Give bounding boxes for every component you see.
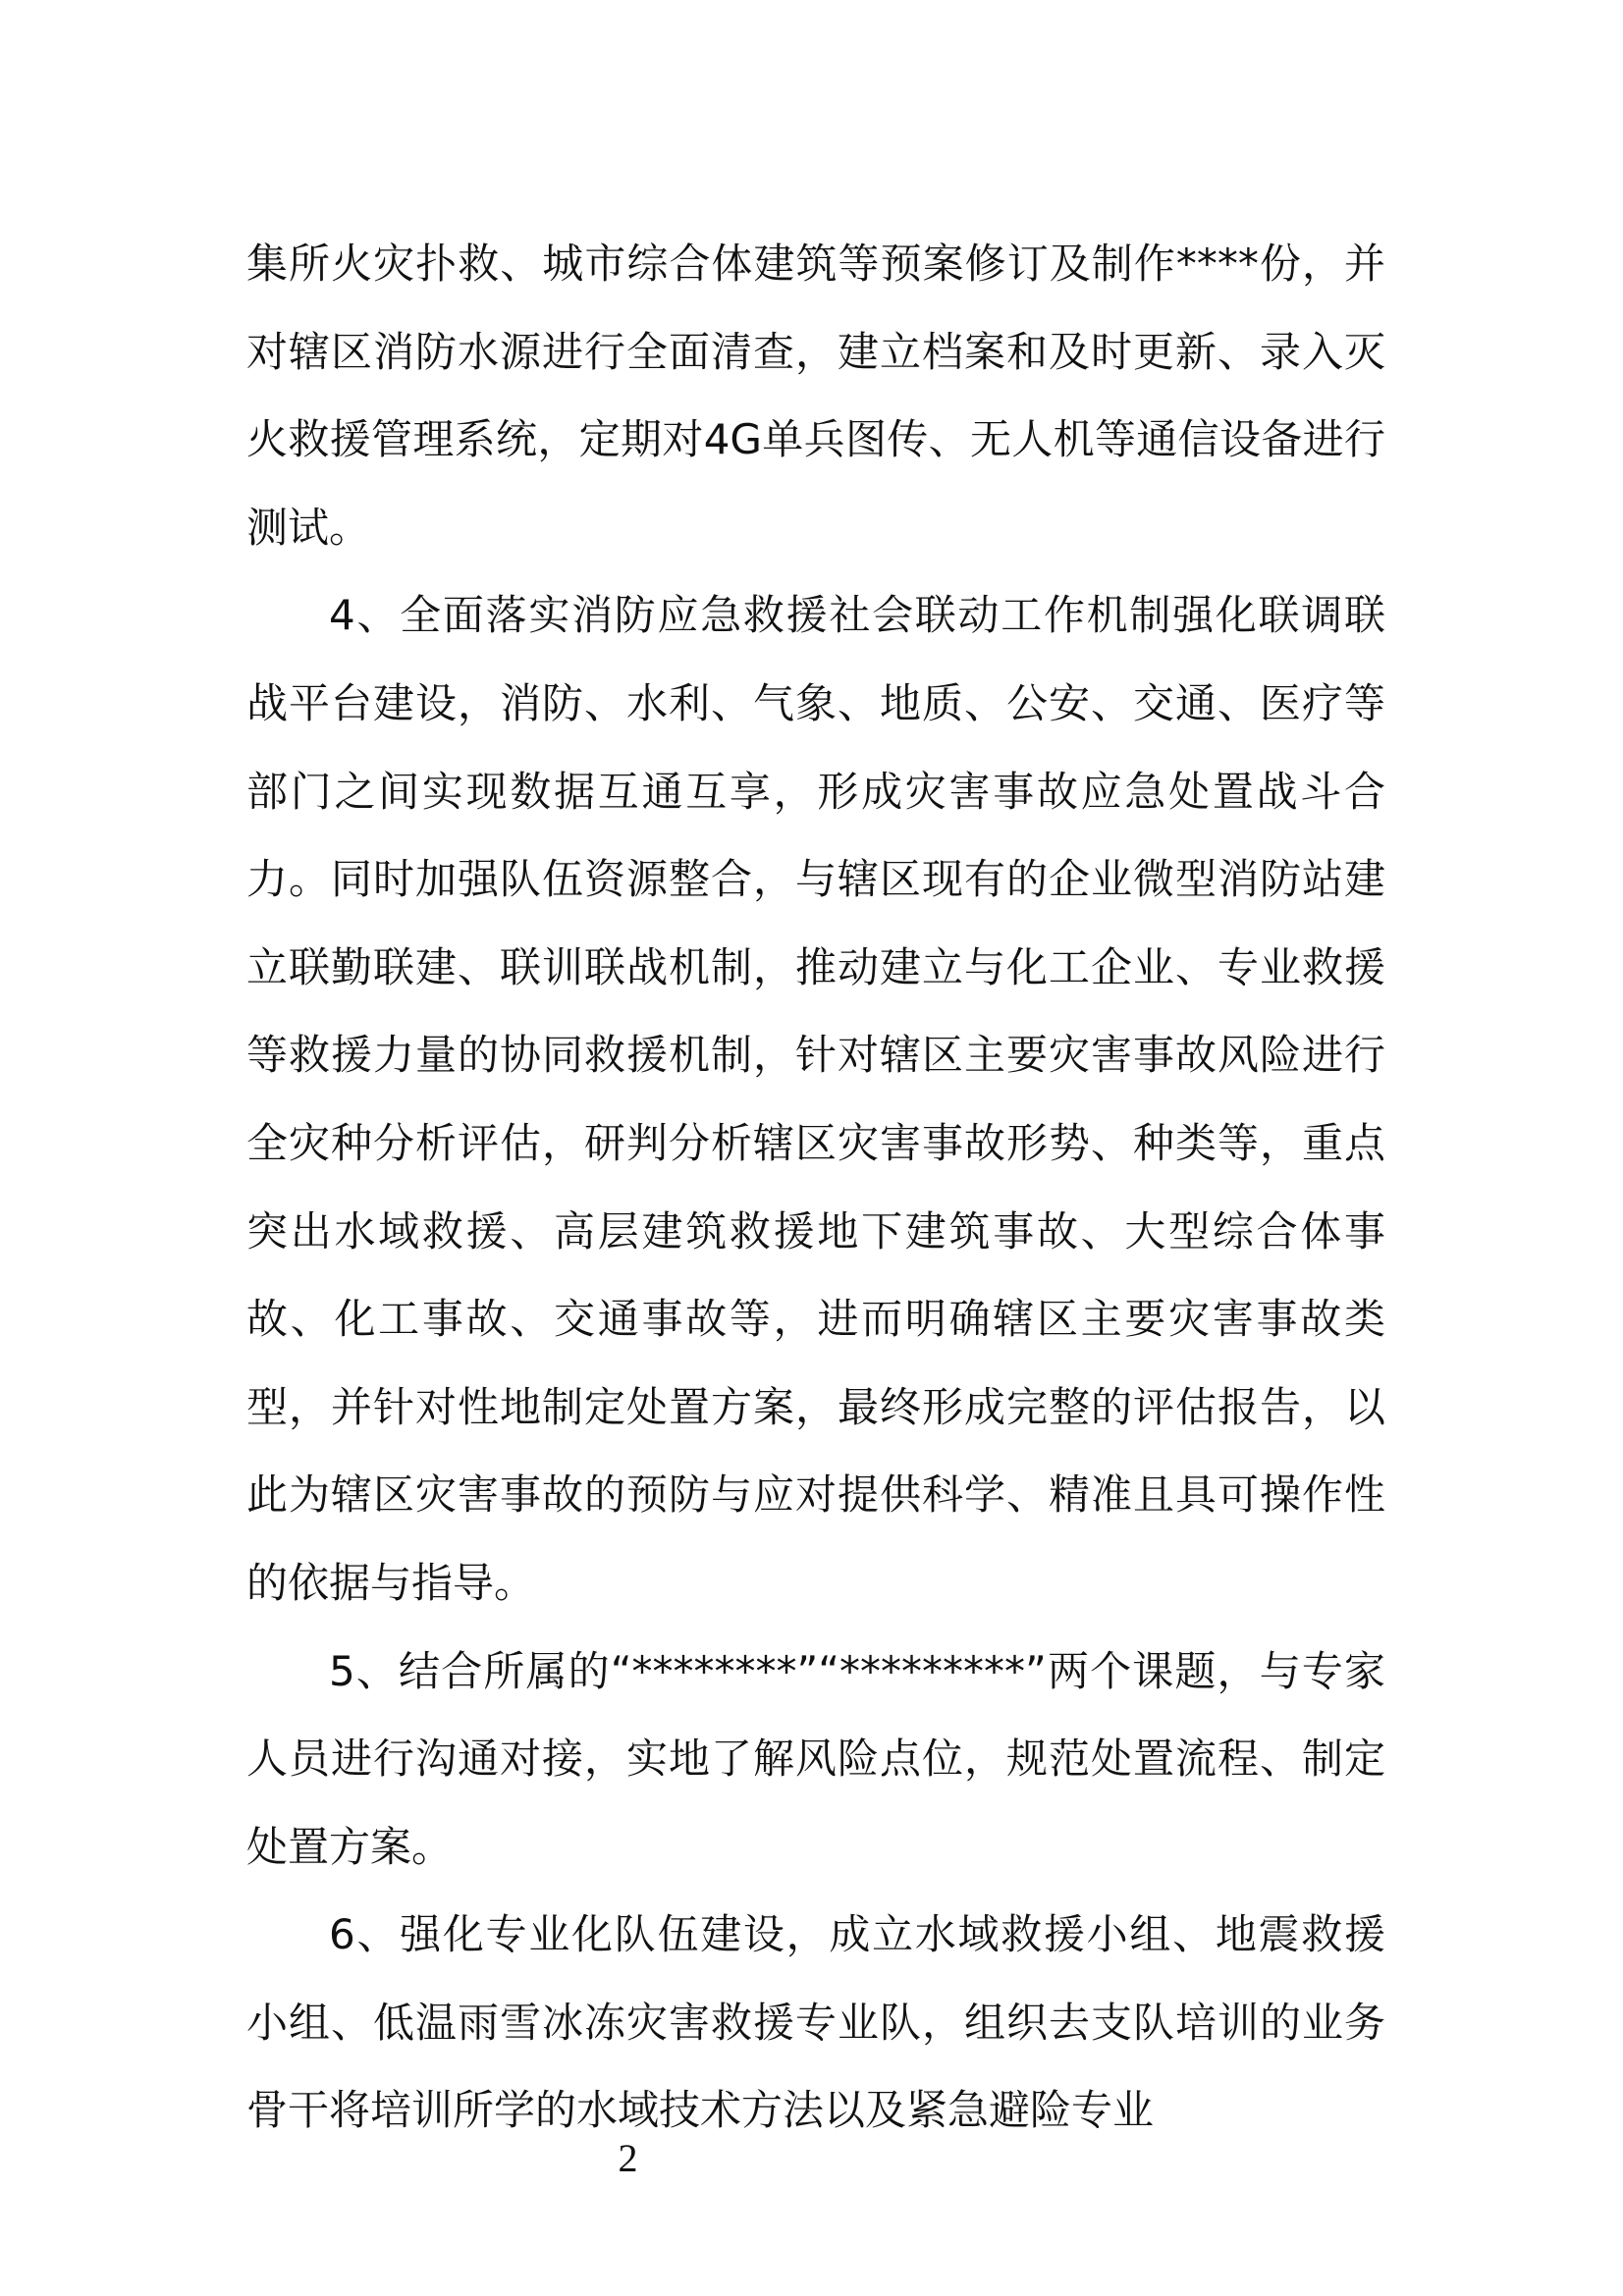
paragraph-item-6: 6、强化专业化队伍建设，成立水域救援小组、地震救援小组、低温雨雪冰冻灾害救援专业队，组织去支队培训的业务骨干将培训所学的水域技术方法以及紧急避险专业 — [246, 1910, 1385, 2135]
page-number: 2 — [618, 2136, 638, 2180]
paragraph-item-5: 5、结合所属的“********”“*********”两个课题，与专家人员进行沟通对接，实地了解风险点位，规范处置流程、制定处置方案。 — [246, 1646, 1385, 1871]
document-body — [246, 220, 1385, 2155]
paragraph-item-4: 4、全面落实消防应急救援社会联动工作机制强化联调联战平台建设，消防、水利、气象、地质、公安、交通、医疗等部门之间实现数据互通互享，形成灾害事故应急处置战斗合力。同时加强队伍资源整合，与辖区现有的企业微型消防站建立联勤联建、联训联战机制，推动建立与化工企业、专业救援等救援力量的协同救援机制，针对辖区主要灾害事故风险进行全灾种分析评估，研判分析辖区灾害事故形势、种类等，重点突出水域救援、高层建筑救援地下建筑事故、大型综合体事故、化工事故、交通事故等，进而明确辖区主要灾害事故类型，并针对性地制定处置方案，最终形成完整的评估报告，以此为辖区灾害事故的预防与应对提供科学、精准且具可操作性的依据与指导。 — [246, 591, 1385, 1607]
paragraph-continuation: 集所火灾扑救、城市综合体建筑等预案修订及制作****份，并对辖区消防水源进行全面清查，建立档案和及时更新、录入灭火救援管理系统，定期对4G单兵图传、无人机等通信设备进行测试。 — [246, 240, 1385, 552]
